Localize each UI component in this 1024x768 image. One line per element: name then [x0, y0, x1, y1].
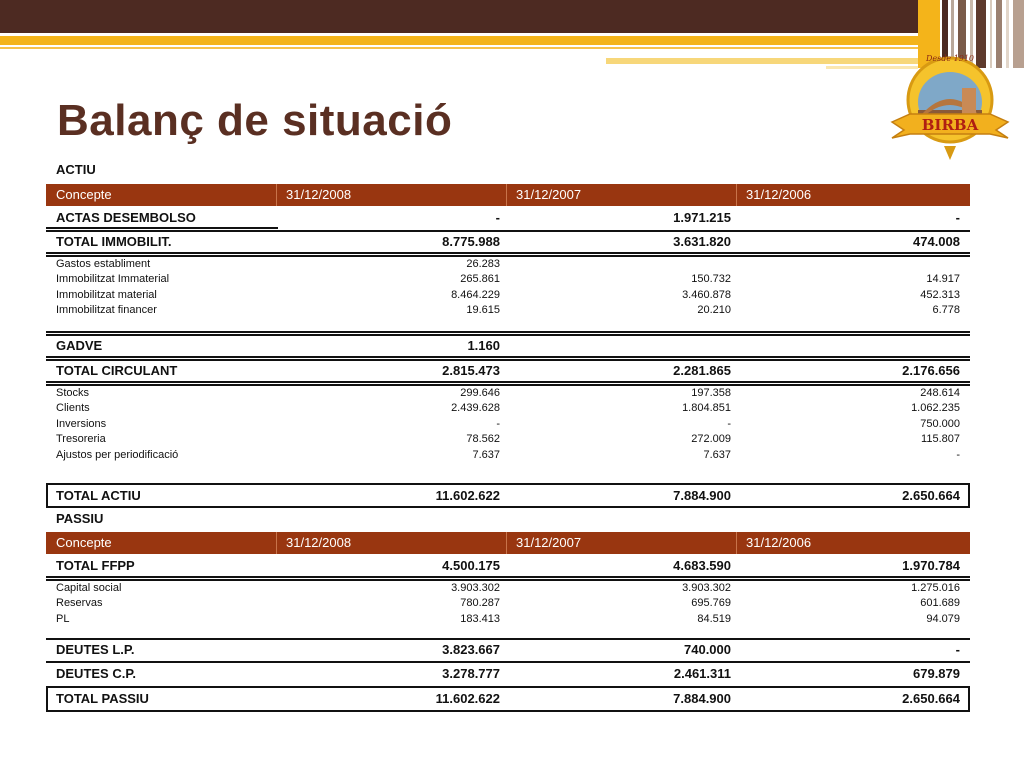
value-2006: 1.275.016 [911, 582, 960, 594]
value-2007: 740.000 [684, 642, 731, 657]
value-2008: 19.615 [466, 304, 500, 317]
value-2006: 2.176.656 [902, 363, 960, 378]
value-2008: 3.903.302 [451, 582, 500, 594]
header-2007: 31/12/2007 [516, 535, 582, 550]
value-2006: 679.879 [913, 666, 960, 681]
value-2007: 3.631.820 [673, 234, 731, 249]
value-2007: - [727, 417, 731, 430]
value-2008: 3.823.667 [442, 642, 500, 657]
row-divider [46, 661, 970, 663]
table-header-actiu [46, 184, 970, 206]
value-2006: 115.807 [921, 433, 960, 446]
gold-stripe [0, 36, 918, 45]
list-item [46, 257, 970, 272]
value-2008: 183.413 [460, 612, 500, 625]
item-label: Reservas [56, 597, 103, 610]
row-divider [46, 227, 278, 232]
value-2008: 3.278.777 [442, 666, 500, 681]
value-2006: 6.778 [932, 304, 960, 317]
slide-title: Balanç de situació [57, 96, 453, 145]
header-concepte: Concepte [56, 187, 112, 202]
detail-immobilit [46, 257, 970, 319]
value-2007: 2.281.865 [673, 363, 731, 378]
value-2007: 7.884.900 [673, 488, 731, 503]
list-item [46, 417, 970, 432]
row-divider [278, 230, 970, 232]
item-label: Immobilitzat Immaterial [56, 273, 170, 286]
value-2008: 26.283 [466, 258, 500, 270]
row-label: DEUTES C.P. [56, 666, 136, 681]
birba-logo [888, 44, 1012, 164]
item-label: Immobilitzat material [56, 288, 157, 301]
value-2007: 272.009 [691, 433, 731, 446]
list-item [46, 303, 970, 318]
value-2006: 1.062.235 [911, 402, 960, 415]
header-2008: 31/12/2008 [286, 187, 352, 202]
value-2008: 265.861 [460, 273, 500, 286]
value-2008: - [496, 417, 500, 430]
row-label: TOTAL ACTIU [56, 488, 141, 503]
total-actiu-box [46, 483, 970, 508]
item-label: Clients [56, 402, 90, 415]
header-2008: 31/12/2008 [286, 535, 352, 550]
value-2008: 8.775.988 [442, 234, 500, 249]
row-label: DEUTES L.P. [56, 642, 135, 657]
section-label-actiu: ACTIU [56, 162, 96, 177]
list-item [46, 288, 970, 303]
value-2007: 1.804.851 [682, 402, 731, 415]
row-divider [46, 331, 970, 336]
value-2008: 78.562 [466, 433, 500, 446]
value-2008: 2.815.473 [442, 363, 500, 378]
detail-ffpp [46, 581, 970, 627]
value-2007: 3.903.302 [682, 582, 731, 594]
row-label: GADVE [56, 338, 103, 353]
gold-stripe-accent [606, 58, 918, 64]
value-2007: 20.210 [697, 304, 731, 317]
header-2006: 31/12/2006 [746, 187, 812, 202]
row-divider [46, 356, 970, 361]
value-2008: 1.160 [467, 338, 500, 353]
total-passiu-box [46, 686, 970, 712]
value-2006: 601.689 [920, 597, 960, 610]
value-2006: 2.650.664 [902, 691, 960, 706]
row-label: TOTAL FFPP [56, 558, 135, 573]
header-2006: 31/12/2006 [746, 535, 812, 550]
row-label: ACTAS DESEMBOLSO [56, 210, 196, 225]
logo-tagline: Desde 1910 [925, 54, 975, 63]
item-label: Capital social [56, 582, 122, 594]
value-2007: 150.732 [691, 273, 731, 286]
row-label: TOTAL IMMOBILIT. [56, 234, 172, 249]
value-2006: 94.079 [926, 612, 960, 625]
item-label: Gastos establiment [56, 258, 151, 270]
value-2008: 11.602.622 [435, 488, 500, 503]
value-2007: 1.971.215 [673, 210, 731, 225]
top-bar [0, 0, 918, 33]
item-label: Ajustos per periodificació [56, 448, 179, 461]
value-2008: 7.637 [472, 448, 500, 461]
value-2008: 299.646 [460, 387, 500, 399]
list-item [46, 386, 970, 401]
value-2008: 8.464.229 [451, 288, 500, 301]
list-item [46, 448, 970, 463]
value-2006: 452.313 [920, 288, 960, 301]
value-2007: 84.519 [697, 612, 731, 625]
value-2008: 780.287 [460, 597, 500, 610]
value-2007: 7.637 [703, 448, 731, 461]
item-label: PL [56, 612, 70, 625]
item-label: Inversions [56, 417, 107, 430]
value-2007: 695.769 [691, 597, 731, 610]
header-concepte: Concepte [56, 535, 112, 550]
value-2006: - [955, 642, 960, 657]
value-2008: 2.439.628 [451, 402, 500, 415]
detail-circulant [46, 386, 970, 463]
item-label: Stocks [56, 387, 90, 399]
value-2006: - [955, 210, 960, 225]
value-2006: 474.008 [913, 234, 960, 249]
value-2006: 1.970.784 [902, 558, 960, 573]
list-item [46, 432, 970, 447]
list-item [46, 272, 970, 287]
value-2006: 2.650.664 [902, 488, 960, 503]
list-item [46, 612, 970, 627]
logo-brand-text: BIRBA [921, 116, 979, 134]
header-2007: 31/12/2007 [516, 187, 582, 202]
list-item [46, 401, 970, 416]
value-2006: - [956, 448, 960, 461]
value-2008: 11.602.622 [435, 691, 500, 706]
value-2007: 3.460.878 [682, 288, 731, 301]
row-label: TOTAL CIRCULANT [56, 363, 178, 378]
row-divider [46, 638, 970, 640]
list-item [46, 596, 970, 611]
value-2008: 4.500.175 [442, 558, 500, 573]
value-2006: 248.614 [920, 387, 960, 399]
gold-stripe-thin [0, 47, 918, 49]
value-2006: 750.000 [920, 417, 960, 430]
item-label: Tresoreria [56, 433, 106, 446]
row-label: TOTAL PASSIU [56, 691, 149, 706]
value-2008: - [495, 210, 500, 225]
section-label-passiu: PASSIU [56, 511, 104, 526]
table-header-passiu [46, 532, 970, 554]
value-2007: 2.461.311 [673, 666, 731, 681]
list-item [46, 581, 970, 596]
item-label: Immobilitzat financer [56, 304, 157, 317]
value-2007: 4.683.590 [673, 558, 731, 573]
value-2007: 197.358 [691, 387, 731, 399]
value-2006: 14.917 [926, 273, 960, 286]
value-2007: 7.884.900 [673, 691, 731, 706]
